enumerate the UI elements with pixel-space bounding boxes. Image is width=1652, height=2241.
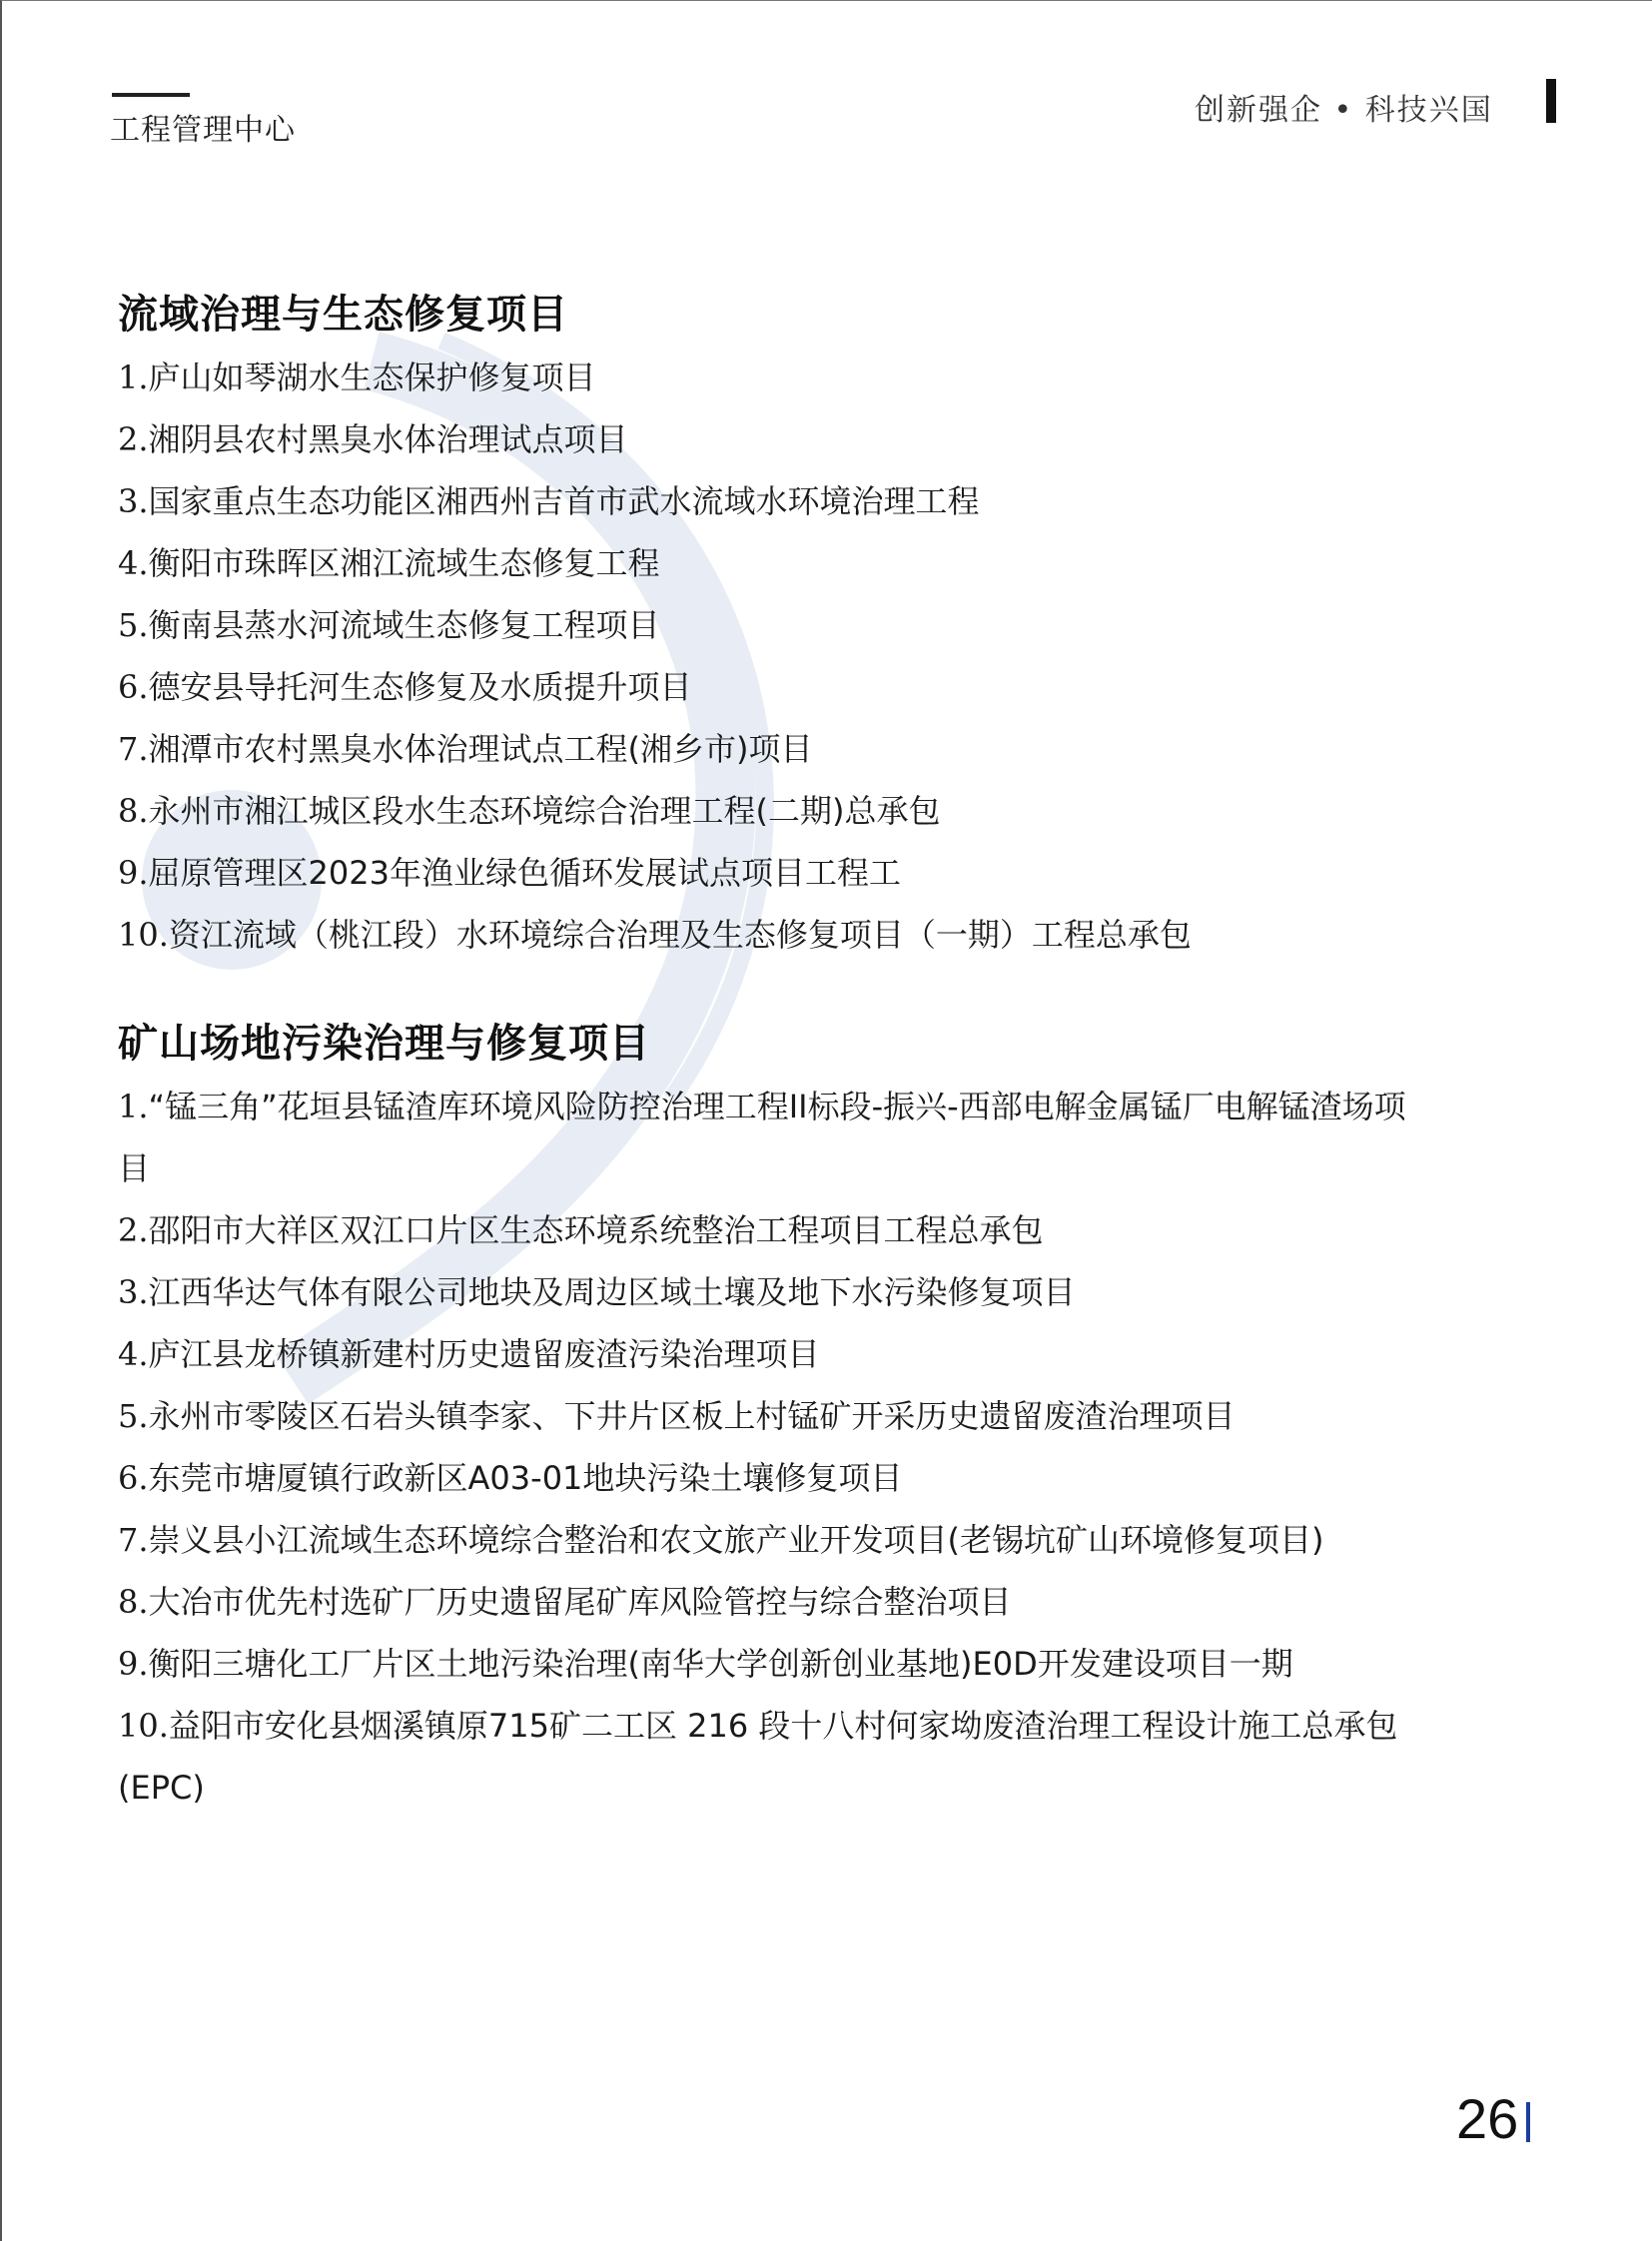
project-list — [118, 1076, 1436, 1819]
list-item: 5.永州市零陵区石岩头镇李家、下井片区板上村锰矿开采历史遗留废渣治理项目 — [118, 1397, 1236, 1435]
page-number-accent-bar — [1526, 2102, 1530, 2142]
page-number: 26 — [1456, 2087, 1519, 2150]
list-item: 2.湘阴县农村黑臭水体治理试点项目 — [118, 420, 628, 458]
section-title: 流域治理与生态修复项目 — [118, 292, 568, 338]
list-item: 10.益阳市安化县烟溪镇原715矿二工区 216 段十八村何家坳废渣治理工程设计施工总承包(EPC) — [118, 1707, 1398, 1807]
list-item: 3.江西华达气体有限公司地块及周边区域土壤及地下水污染修复项目 — [118, 1273, 1076, 1311]
header-accent-bar — [1546, 79, 1556, 123]
list-item: 6.德安县导托河生态修复及水质提升项目 — [118, 668, 692, 706]
list-item: 1.庐山如琴湖水生态保护修复项目 — [118, 359, 596, 396]
list-item: 7.崇义县小江流域生态环境综合整治和农文旅产业开发项目(老锡坑矿山环境修复项目) — [118, 1521, 1324, 1559]
list-item: 4.庐江县龙桥镇新建村历史遗留废渣污染治理项目 — [118, 1335, 820, 1373]
list-item: 3.国家重点生态功能区湘西州吉首市武水流域水环境治理工程 — [118, 482, 980, 520]
list-item: 4.衡阳市珠晖区湘江流域生态修复工程 — [118, 544, 660, 582]
list-item: 6.东莞市塘厦镇行政新区A03-01地块污染土壤修复项目 — [118, 1459, 903, 1497]
list-item: 8.大冶市优先村选矿厂历史遗留尾矿库风险管控与综合整治项目 — [118, 1583, 1012, 1621]
section-title: 矿山场地污染治理与修复项目 — [118, 1021, 650, 1067]
list-item: 7.湘潭市农村黑臭水体治理试点工程(湘乡市)项目 — [118, 730, 813, 768]
list-item: 9.衡阳三塘化工厂片区土地污染治理(南华大学创新创业基地)E0D开发建设项目一期 — [118, 1645, 1293, 1683]
list-item: 1.“锰三角”花垣县锰渣库环境风险防控治理工程II标段-振兴-西部电解金属锰厂电解锰渣场项目 — [118, 1088, 1406, 1187]
list-item: 5.衡南县蒸水河流域生态修复工程项目 — [118, 606, 660, 644]
header-rule — [112, 93, 190, 97]
list-item: 2.邵阳市大祥区双江口片区生态环境系统整治工程项目工程总承包 — [118, 1211, 1044, 1249]
project-list — [118, 347, 1192, 966]
list-item: 8.永州市湘江城区段水生态环境综合治理工程(二期)总承包 — [118, 792, 941, 830]
section-watershed-ecological-restoration — [118, 283, 1192, 966]
section-mine-site-pollution-remediation — [118, 1012, 1436, 1819]
list-item: 9.屈原管理区2023年渔业绿色循环发展试点项目工程工 — [118, 854, 901, 892]
list-item: 10.资江流域（桃江段）水环境综合治理及生态修复项目（一期）工程总承包 — [118, 916, 1192, 954]
header-department-title: 工程管理中心 — [110, 113, 296, 148]
header-slogan: 创新强企 • 科技兴国 — [1195, 93, 1493, 128]
